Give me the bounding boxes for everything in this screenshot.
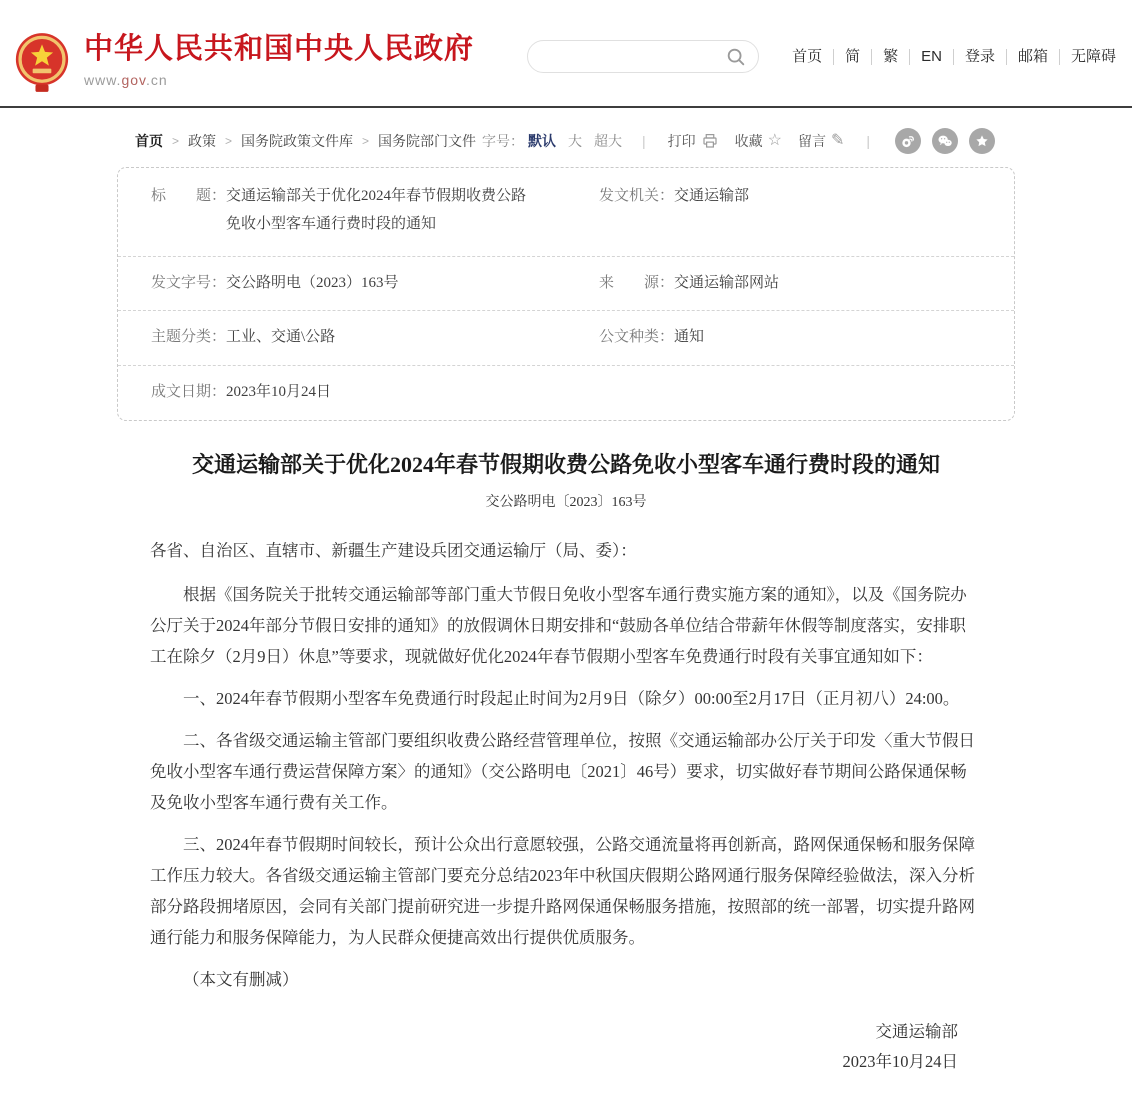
document-article xyxy=(117,448,1015,1107)
toolbar-row xyxy=(117,128,1015,154)
share-group xyxy=(884,128,995,154)
font-size-xlarge-button[interactable]: 超大 xyxy=(593,133,622,149)
meta-doc-type-value: 通知 xyxy=(674,329,705,346)
font-size-label: 字号： xyxy=(481,133,524,149)
nav-mailbox[interactable]: 邮箱 xyxy=(1007,49,1060,65)
nav-accessibility[interactable]: 无障碍 xyxy=(1070,47,1116,65)
meta-source-cell xyxy=(566,270,1014,298)
meta-issuing-agency-value: 交通运输部 xyxy=(674,188,750,204)
toolbar-divider: | xyxy=(641,133,646,149)
breadcrumb-separator: > xyxy=(172,134,180,148)
share-wechat-icon[interactable] xyxy=(932,128,958,154)
meta-row xyxy=(118,366,1014,420)
main-content xyxy=(117,128,1015,1107)
meta-row xyxy=(118,168,1014,257)
meta-doc-number-cell xyxy=(118,270,566,298)
meta-date-value: 2023年10月24日 xyxy=(226,384,332,400)
nav-simplified[interactable]: 简 xyxy=(834,49,872,65)
meta-date-cell xyxy=(118,379,566,407)
document-metadata xyxy=(117,167,1015,421)
toolbar-actions xyxy=(482,128,995,154)
paragraph: 二、各省级交通运输主管部门要组织收费公路经营管理单位，按照《交通运输部办公厅关于印发〈重大节假日免收小型客车通行费运营保障方案〉的通知》（交公路明电〔2021〕46号）要求，切实做好春节期间公路保通保畅及免收小型客车通行费有关工作。 xyxy=(150,730,975,812)
meta-title-cell xyxy=(118,183,566,239)
breadcrumb-policy-library[interactable]: 国务院政策文件库 xyxy=(241,133,354,149)
document-title: 交通运输部关于优化2024年春节假期收费公路免收小型客车通行费时段的通知 xyxy=(191,451,940,477)
top-nav xyxy=(781,49,1118,65)
paragraph: 三、2024年春节假期时间较长，预计公众出行意愿较强，公路交通流量将再创新高，路网保通保畅和服务保障工作压力较大。各省级交通运输主管部门要充分总结2023年中秋国庆假期公路网通行服务保障经验做法，深入分析部分路段拥堵原因，会同有关部门提前研究进一步提升路网保通保畅服务措施，按照部的统一部署，切实提升路网通行能力和服务保障能力，为人民群众便捷高效出行提供优质服务。 xyxy=(150,834,975,947)
breadcrumb-department-docs[interactable]: 国务院部门文件 xyxy=(378,133,477,149)
breadcrumb-separator: > xyxy=(362,134,370,148)
national-emblem-icon xyxy=(14,32,70,94)
meta-empty-cell xyxy=(566,379,1014,407)
document-number: 交公路明电〔2023〕163号 xyxy=(485,494,647,510)
meta-title-label: 标 题： xyxy=(151,188,227,204)
sign-date: 2023年10月24日 xyxy=(842,1051,958,1071)
paragraph: 一、2024年春节假期小型客车免费通行时段起止时间为2月9日（除夕）00:00至2月17日（正月初八）24:00。 xyxy=(183,688,960,708)
meta-source-label: 来 源： xyxy=(599,274,675,291)
search-input[interactable] xyxy=(544,49,725,65)
paragraph: 根据《国务院关于批转交通运输部等部门重大节假日免收小型客车通行费实施方案的通知》，以及《国务院办公厅关于2024年部分节假日安排的通知》的放假调休日期安排和“鼓励各单位结合带薪年休假等制度落实，安排职工在除夕（2月9日）休息”等要求，现就做好优化2024年春节假期小型客车免费通行时段有关事宜通知如下： xyxy=(150,584,967,666)
salutation: 各省、自治区、直辖市、新疆生产建设兵团交通运输厅（局、委）： xyxy=(150,540,637,560)
nav-login[interactable]: 登录 xyxy=(954,49,1007,65)
site-name: 中华人民共和国中央人民政府 xyxy=(84,33,475,65)
share-weibo-icon[interactable] xyxy=(895,128,921,154)
print-button[interactable] xyxy=(668,131,719,151)
pencil-icon: ✎ xyxy=(830,132,845,149)
meta-row xyxy=(118,257,1014,312)
meta-title-value: 交通运输部关于优化2024年春节假期收费公路免收小型客车通行费时段的通知 xyxy=(226,188,527,232)
meta-topic-category-label: 主题分类： xyxy=(151,329,227,346)
site-url-suffix: .cn xyxy=(146,71,168,88)
site-url-mid: gov xyxy=(121,71,146,88)
meta-issuing-agency-cell xyxy=(566,183,1014,239)
site-header xyxy=(0,0,1132,106)
meta-date-label: 成文日期： xyxy=(151,384,227,400)
favorite-label: 收藏 xyxy=(734,133,763,149)
comment-label: 留言 xyxy=(797,133,826,149)
search-icon[interactable] xyxy=(725,46,747,68)
meta-issuing-agency-label: 发文机关： xyxy=(599,188,675,204)
meta-doc-number-label: 发文字号： xyxy=(151,274,227,291)
document-body xyxy=(117,535,1015,1107)
search-box xyxy=(527,40,759,73)
meta-source-value: 交通运输部网站 xyxy=(674,274,780,291)
meta-row xyxy=(118,311,1014,366)
font-size-large-button[interactable]: 大 xyxy=(567,133,582,149)
font-size-default-button[interactable]: 默认 xyxy=(527,133,556,149)
meta-doc-type-cell xyxy=(566,324,1014,352)
meta-topic-category-value: 工业、交通\公路 xyxy=(226,329,336,346)
breadcrumb-policy[interactable]: 政策 xyxy=(188,133,217,149)
favorite-button[interactable] xyxy=(735,131,782,151)
toolbar-divider: | xyxy=(866,133,870,149)
signature-block xyxy=(150,1017,982,1077)
nav-traditional[interactable]: 繁 xyxy=(872,49,910,65)
site-logo[interactable] xyxy=(14,32,474,94)
site-url xyxy=(84,72,474,88)
breadcrumb-separator: > xyxy=(225,134,233,148)
meta-doc-number-value: 交公路明电（2023）163号 xyxy=(226,274,399,291)
signer: 交通运输部 xyxy=(875,1021,958,1041)
meta-doc-type-label: 公文种类： xyxy=(599,329,675,346)
nav-english[interactable]: EN xyxy=(910,49,954,65)
header-divider xyxy=(0,106,1132,108)
print-label: 打印 xyxy=(667,133,696,149)
meta-topic-category-cell xyxy=(118,324,566,352)
star-icon: ☆ xyxy=(767,132,782,149)
breadcrumb-home[interactable]: 首页 xyxy=(135,133,163,149)
comment-button[interactable] xyxy=(798,131,844,151)
site-url-prefix: www. xyxy=(84,71,122,88)
breadcrumb xyxy=(135,131,476,151)
redaction-note: （本文有删减） xyxy=(183,969,299,989)
share-qzone-icon[interactable] xyxy=(969,128,995,154)
printer-icon xyxy=(701,132,719,150)
nav-home[interactable]: 首页 xyxy=(781,49,834,65)
